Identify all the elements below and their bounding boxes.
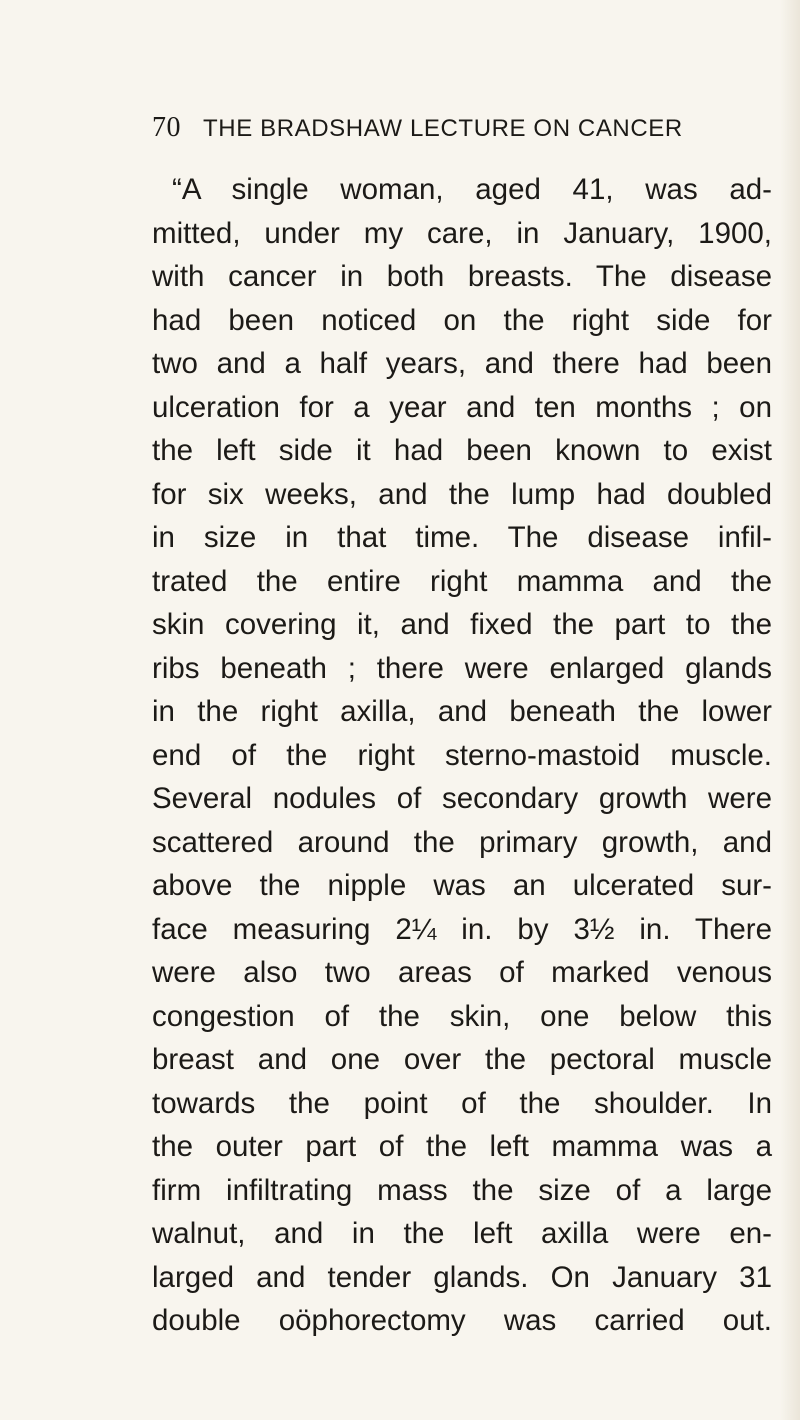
text-line: face measuring 2¼ in. by 3½ in. There <box>152 912 772 946</box>
text-line: above the nipple was an ulcerated sur- <box>152 869 772 902</box>
running-head <box>152 112 772 144</box>
text-line: the left side it had been known to exist <box>152 434 772 467</box>
text-line: trated the entire right mamma and the <box>152 564 772 598</box>
text-line: the outer part of the left mamma was a <box>152 1130 772 1163</box>
text-line: mitted, under my care, in January, 1900, <box>152 216 772 250</box>
text-line: had been noticed on the right side for <box>152 303 772 337</box>
text-line: walnut, and in the left axilla were en- <box>152 1217 772 1250</box>
text-line: Several nodules of secondary growth were <box>152 782 772 815</box>
page-number: 70 <box>152 112 181 143</box>
text-line: “A single woman, aged 41, was ad- <box>172 173 772 206</box>
text-line: scattered around the primary growth, and <box>152 825 772 859</box>
running-title: THE BRADSHAW LECTURE ON CANCER <box>203 115 683 142</box>
text-line: ribs beneath ; there were enlarged glands <box>152 651 772 685</box>
text-line: double oöphorectomy was carried out. <box>152 1304 772 1337</box>
text-line: skin covering it, and fixed the part to the <box>152 608 772 641</box>
text-line: breast and one over the pectoral muscle <box>152 1043 772 1076</box>
text-line: ulceration for a year and ten months ; on <box>152 390 772 424</box>
text-line: were also two areas of marked venous <box>152 956 772 989</box>
text-line: towards the point of the shoulder. In <box>152 1086 772 1120</box>
text-line: end of the right sterno-mastoid muscle. <box>152 738 772 772</box>
text-line: firm infiltrating mass the size of a large <box>152 1173 772 1207</box>
text-line: two and a half years, and there had been <box>152 347 772 380</box>
body-paragraph <box>152 168 772 1343</box>
text-line: for six weeks, and the lump had doubled <box>152 477 772 511</box>
text-line: in size in that time. The disease infil- <box>152 521 772 554</box>
text-line: larged and tender glands. On January 31 <box>152 1260 772 1294</box>
text-line: with cancer in both breasts. The disease <box>152 260 772 293</box>
text-line: congestion of the skin, one below this <box>152 999 772 1033</box>
text-line: in the right axilla, and beneath the lower <box>152 695 772 728</box>
